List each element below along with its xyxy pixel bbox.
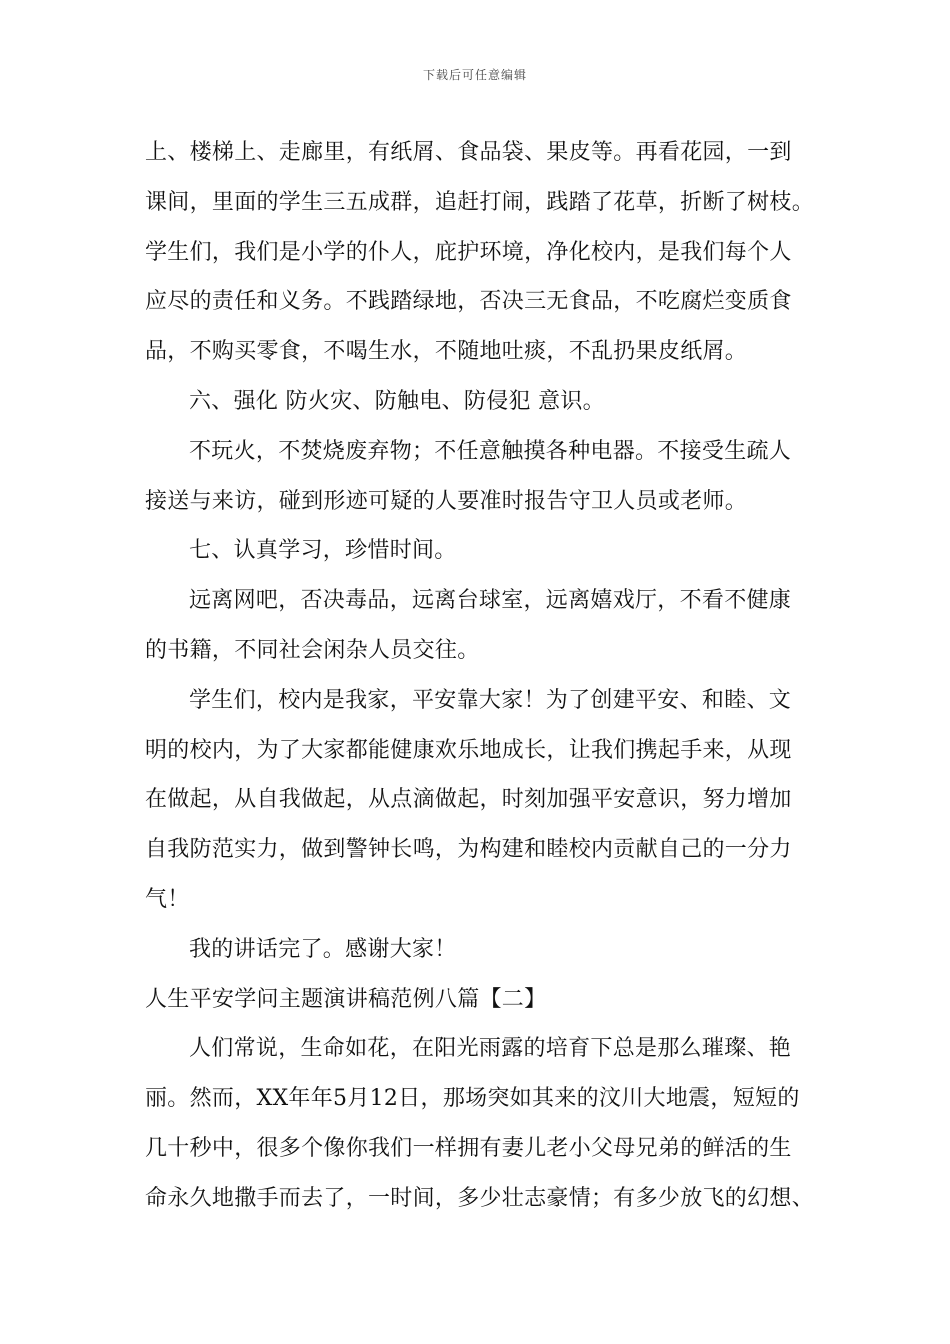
text-line: 自我防范实力，做到警钟长鸣，为构建和睦校内贡献自己的一分力 bbox=[145, 837, 792, 863]
text-line: 人们常说，生命如花，在阳光雨露的培育下总是那么璀璨、艳 bbox=[189, 1036, 792, 1062]
text-line: 不玩火，不焚烧废弃物；不任意触摸各种电器。不接受生疏人 bbox=[189, 438, 792, 464]
section-heading: 七、认真学习，珍惜时间。 bbox=[189, 538, 457, 564]
text-line: 命永久地撒手而去了，一时间，多少壮志豪情；有多少放飞的幻想、 bbox=[145, 1185, 815, 1211]
text-line: 气！ bbox=[145, 886, 190, 912]
section-heading: 六、强化 防火灾、防触电、防侵犯 意识。 bbox=[189, 388, 605, 414]
text-line: 在做起，从自我做起，从点滴做起，时刻加强平安意识，努力增加 bbox=[145, 787, 792, 813]
text-line: 明的校内，为了大家都能健康欢乐地成长，让我们携起手来，从现 bbox=[145, 737, 792, 763]
text-line: 远离网吧，否决毒品，远离台球室，远离嬉戏厅，不看不健康 bbox=[189, 588, 792, 614]
text-line: 丽。然而，XX年年5月12日，那场突如其来的汶川大地震，短短的 bbox=[145, 1086, 800, 1112]
text-line: 学生们，校内是我家，平安靠大家！为了创建平安、和睦、文 bbox=[189, 687, 792, 713]
text-line: 品，不购买零食，不喝生水，不随地吐痰，不乱扔果皮纸屑。 bbox=[145, 339, 748, 365]
text-line: 我的讲话完了。感谢大家！ bbox=[189, 936, 457, 962]
text-line: 几十秒中，很多个像你我们一样拥有妻儿老小父母兄弟的鲜活的生 bbox=[145, 1135, 792, 1161]
text-line: 学生们，我们是小学的仆人，庇护环境，净化校内，是我们每个人 bbox=[145, 239, 792, 265]
text-line: 上、楼梯上、走廊里，有纸屑、食品袋、果皮等。再看花园，一到 bbox=[145, 140, 792, 165]
text-line: 的书籍，不同社会闲杂人员交往。 bbox=[145, 637, 480, 663]
text-line: 课间，里面的学生三五成群，追赶打闹，践踏了花草，折断了树枝。 bbox=[145, 189, 815, 215]
document-body bbox=[145, 128, 815, 1224]
text-line: 接送与来访，碰到形迹可疑的人要准时报告守卫人员或老师。 bbox=[145, 488, 748, 514]
text-line: 应尽的责任和义务。不践踏绿地，否决三无食品，不吃腐烂变质食 bbox=[145, 289, 792, 315]
page-header: 下载后可任意编辑 bbox=[422, 68, 527, 82]
article-title: 人生平安学问主题演讲稿范例八篇【二】 bbox=[145, 986, 547, 1012]
